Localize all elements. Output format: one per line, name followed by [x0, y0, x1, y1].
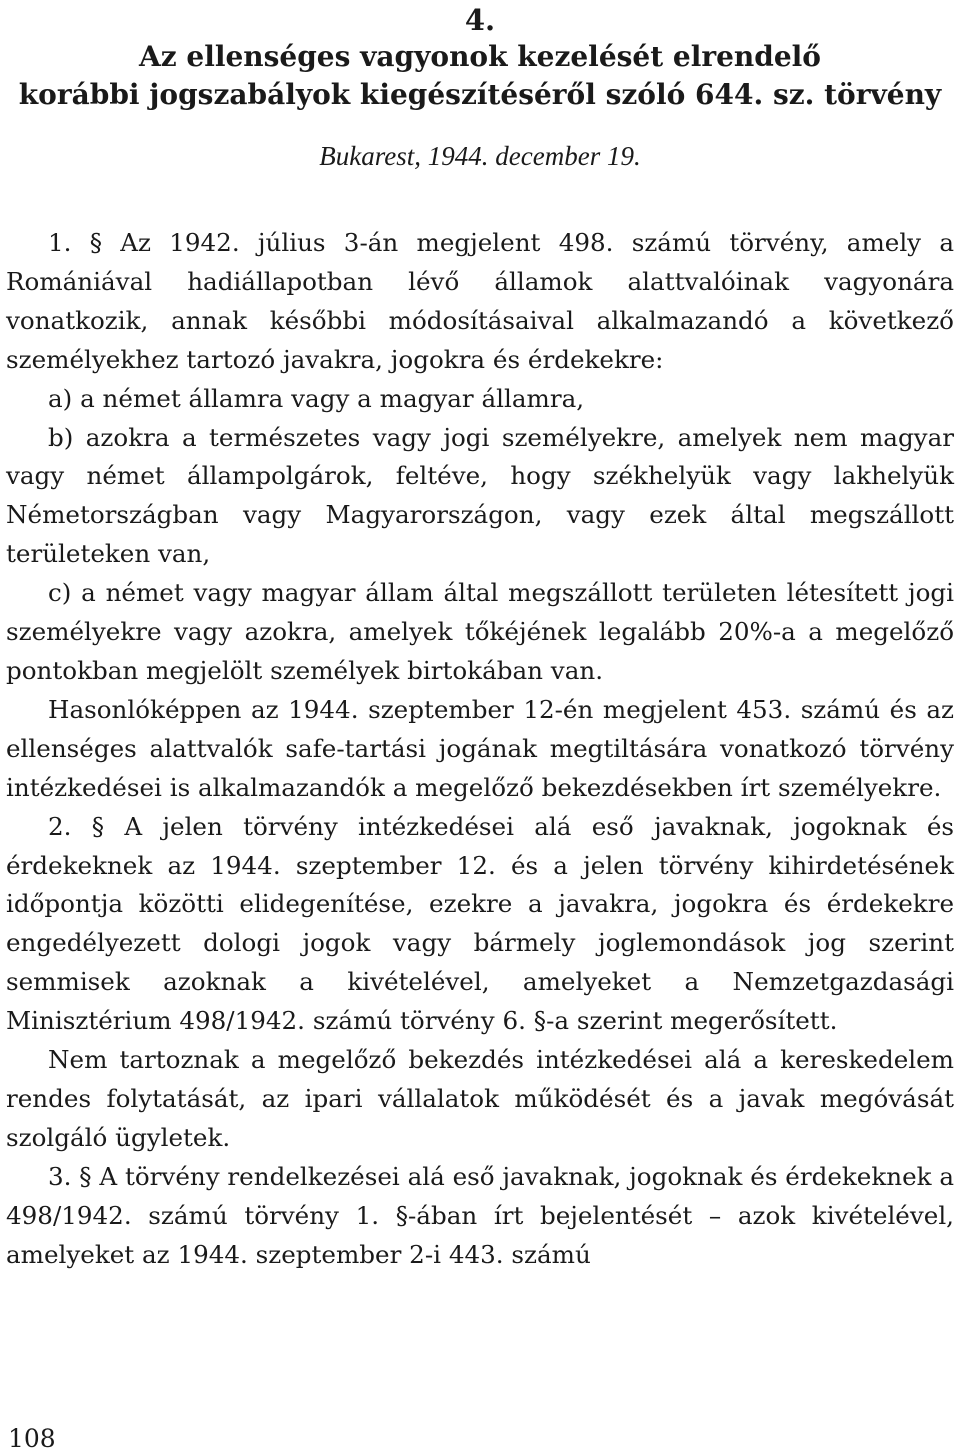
document-page — [6, 0, 954, 1274]
body-text — [6, 224, 954, 1274]
paragraph-item-b: b) azokra a természetes vagy jogi személyekre, amelyek nem magyar vagy német állampolgárok, feltéve, hogy székhelyük vagy lakhelyük Németországban vagy Magyarországon, vagy ezek által megszállott területeken van, — [6, 422, 954, 569]
paragraph-section-1: 1. § Az 1942. július 3-án megjelent 498. számú törvény, amely a Romániával hadiállapotban lévő államok alattvalóinak vagyonára vonatkozik, annak későbbi módosításaival alkalmazandó a következő személyekhez tartozó javakra, jogokra és érdekekre: — [6, 228, 954, 374]
paragraph-section-3: 3. § A törvény rendelkezései alá eső javaknak, jogoknak és érdekeknek a 498/1942. számú törvény 1. §-ában írt bejelentését – azok kivételével, amelyeket az 1944. szeptember 2-i 443. számú — [6, 1161, 955, 1269]
paragraph-exceptions: Nem tartoznak a megelőző bekezdés intézkedései alá a kereskedelem rendes folytatását, az ipari vállalatok működését és a javak megóvását szolgáló ügyletek. — [6, 1045, 954, 1152]
place-and-date: Bukarest, 1944. december 19. — [319, 141, 641, 171]
paragraph-similarly: Hasonlóképpen az 1944. szeptember 12-én megjelent 453. számú és az ellenséges alattvalók safe-tartási jogának megtiltására vonatkozó törvény intézkedései is alkalmazandók a megelőző bekezdésekben írt személyekre. — [6, 694, 954, 802]
document-number: 4. — [464, 3, 496, 37]
paragraph-item-c: c) a német vagy magyar állam által megszállott területen létesített jogi személyekre vagy azokra, amelyek tőkéjének legalább 20%-a a megelőző pontokban megjelölt személyek birtokában van. — [6, 578, 954, 685]
document-title-line-1: Az ellenséges vagyonok kezelését elrendelő — [139, 40, 821, 73]
document-title-line-2: korábbi jogszabályok kiegészítéséről szóló 644. sz. törvény — [18, 78, 942, 111]
page-number: 108 — [8, 1424, 56, 1453]
paragraph-item-a: a) a német államra vagy a magyar államra, — [48, 383, 585, 413]
paragraph-section-2: 2. § A jelen törvény intézkedései alá eső javaknak, jogoknak és érdekeknek az 1944. szeptember 12. és a jelen törvény kihirdetésének időpontja közötti elidegenítése, ezekre a javakra, jogokra és érdekekre engedélyezett dologi jogok vagy bármely joglemondások jog szerint semmisek azoknak a kivételével, amelyeket a Nemzetgazdasági Minisztérium 498/1942. számú törvény 6. §-a szerint megerősített. — [6, 811, 954, 1036]
